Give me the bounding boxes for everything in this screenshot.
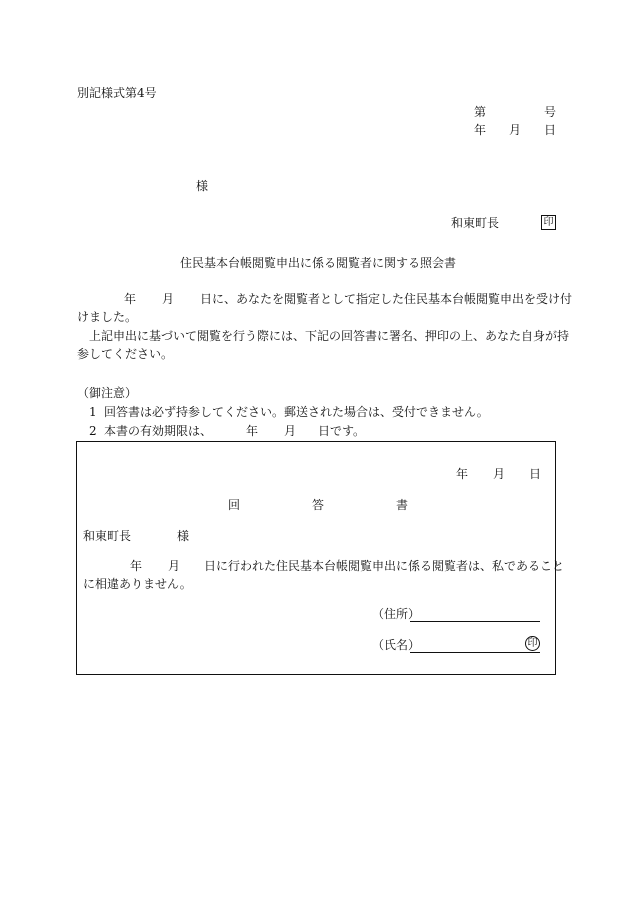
note1-text: 回答書は必ず持参してください。郵送された場合は、受付できません。	[104, 405, 489, 419]
name-field-line[interactable]	[410, 652, 540, 653]
date-year: 年	[474, 123, 487, 137]
answer-line1-year: 年	[130, 559, 143, 573]
note2-year: 年	[246, 424, 259, 438]
document-title: 住民基本台帳閲覧申出に係る閲覧者に関する照会書	[180, 256, 457, 270]
date-month: 月	[509, 123, 522, 137]
answer-date-day: 日	[529, 467, 542, 481]
answer-date-year: 年	[456, 467, 469, 481]
date-day: 日	[544, 123, 557, 137]
body-line3: 上記申出に基づいて閲覧を行う際には、下記の回答書に署名、押印の上、あなた自身が持	[89, 329, 570, 343]
answer-form-box	[76, 441, 556, 675]
answer-line2: に相違ありません。	[83, 577, 192, 591]
note2-suffix: 日です。	[318, 424, 366, 438]
answer-seal	[525, 636, 540, 651]
note2-prefix: 本書の有効期限は、	[104, 424, 213, 438]
answer-addressee: 和東町長	[83, 529, 132, 543]
name-label: （氏名）	[372, 638, 421, 652]
body-line1: 日に、あなたを閲覧者として指定した住民基本台帳閲覧申出を受け付	[200, 292, 573, 306]
notes-heading: （御注意）	[77, 386, 138, 400]
doc-number-go: 号	[544, 105, 557, 119]
addressee-suffix: 様	[196, 179, 209, 193]
answer-line1-text: 日に行われた住民基本台帳閲覧申出に係る閲覧者は、私であること	[204, 559, 565, 573]
answer-addressee-suffix: 様	[177, 529, 190, 543]
answer-title-char-1: 回	[228, 498, 241, 512]
seal-circle-icon: 印	[525, 636, 540, 651]
note1-number: 1	[89, 405, 97, 419]
answer-line1-month: 月	[168, 559, 181, 573]
body-year: 年	[124, 292, 137, 306]
answer-title-char-3: 書	[396, 498, 409, 512]
body-line2: けました。	[77, 310, 138, 324]
address-field-line[interactable]	[410, 621, 540, 622]
answer-date-month: 月	[493, 467, 506, 481]
note2-month: 月	[284, 424, 297, 438]
doc-number-dai: 第	[474, 105, 487, 119]
note2-number: 2	[89, 424, 97, 438]
issuer-seal	[541, 215, 556, 230]
address-label: （住所）	[372, 607, 421, 621]
body-line4: 参してください。	[77, 347, 174, 361]
answer-title-char-2: 答	[312, 498, 325, 512]
seal-mark-icon: 印	[541, 215, 556, 230]
form-number: 別記様式第4号	[77, 86, 157, 100]
issuer-name: 和東町長	[451, 216, 500, 230]
body-month: 月	[162, 292, 175, 306]
